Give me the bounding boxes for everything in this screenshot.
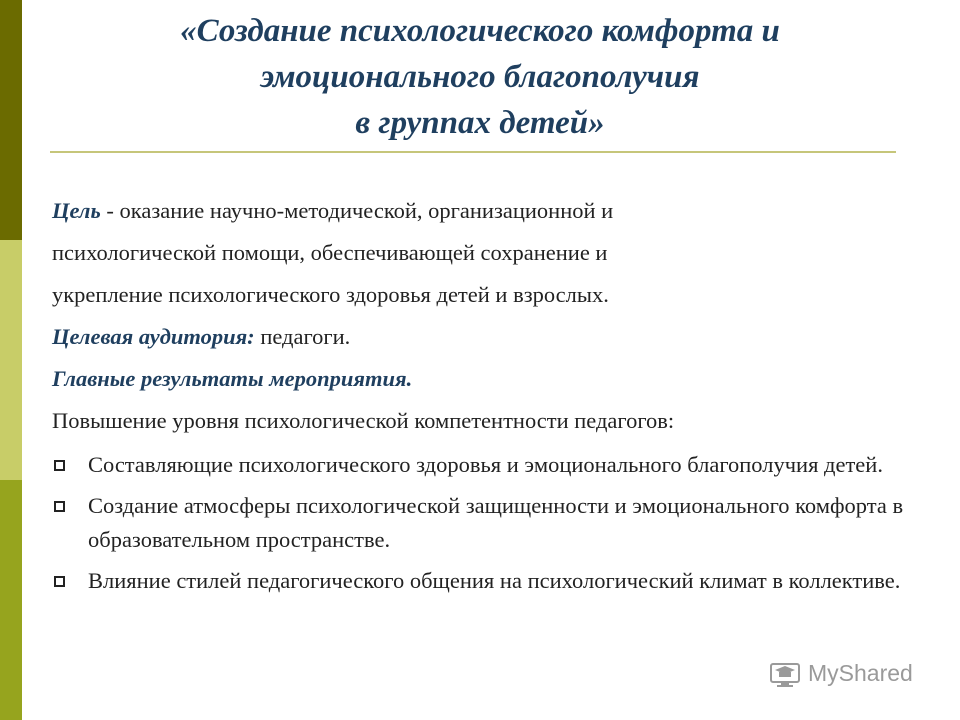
slide-title <box>40 8 920 146</box>
goal-line: психологической помощи, обеспечивающей сохранение и <box>52 240 608 265</box>
myshared-watermark <box>768 656 913 690</box>
sidebar-segment-light <box>0 240 22 480</box>
goal-text: - оказание научно-методической, организационной и <box>100 198 614 223</box>
list-item <box>52 564 912 598</box>
goal-line <box>52 190 912 232</box>
watermark-text: MyShared <box>808 659 913 686</box>
hollow-square-bullet-icon <box>54 501 65 512</box>
hollow-square-bullet-icon <box>54 576 65 587</box>
list-item <box>52 489 912 557</box>
goal-line: укрепление психологического здоровья детей и взрослых. <box>52 282 609 307</box>
list-item-text: Составляющие психологического здоровья и эмоционального благополучия детей. <box>88 452 883 477</box>
slide-body <box>52 190 912 605</box>
title-line: в группах детей» <box>355 105 605 141</box>
audience-line <box>52 316 912 358</box>
title-divider <box>50 151 896 153</box>
title-line: эмоционального благополучия <box>260 59 700 95</box>
results-list <box>52 448 912 598</box>
sidebar-segment-olive <box>0 480 22 720</box>
list-item-text: Влияние стилей педагогического общения на психологический климат в коллективе. <box>88 568 901 593</box>
list-item <box>52 448 912 482</box>
mortarboard-monitor-icon <box>768 658 802 688</box>
results-intro: Повышение уровня психологической компетентности педагогов: <box>52 408 675 433</box>
list-item-text: Создание атмосферы психологической защищенности и эмоционального комфорта в образовательном пространстве. <box>88 493 904 552</box>
audience-value: педагоги. <box>254 324 351 349</box>
results-heading: Главные результаты мероприятия. <box>52 366 413 391</box>
title-line: «Создание психологического комфорта и <box>180 13 780 49</box>
goal-label: Цель <box>52 198 101 223</box>
hollow-square-bullet-icon <box>54 460 65 471</box>
sidebar-color-bar <box>0 0 22 720</box>
audience-label: Целевая аудитория: <box>52 324 255 349</box>
sidebar-segment-dark <box>0 0 22 240</box>
